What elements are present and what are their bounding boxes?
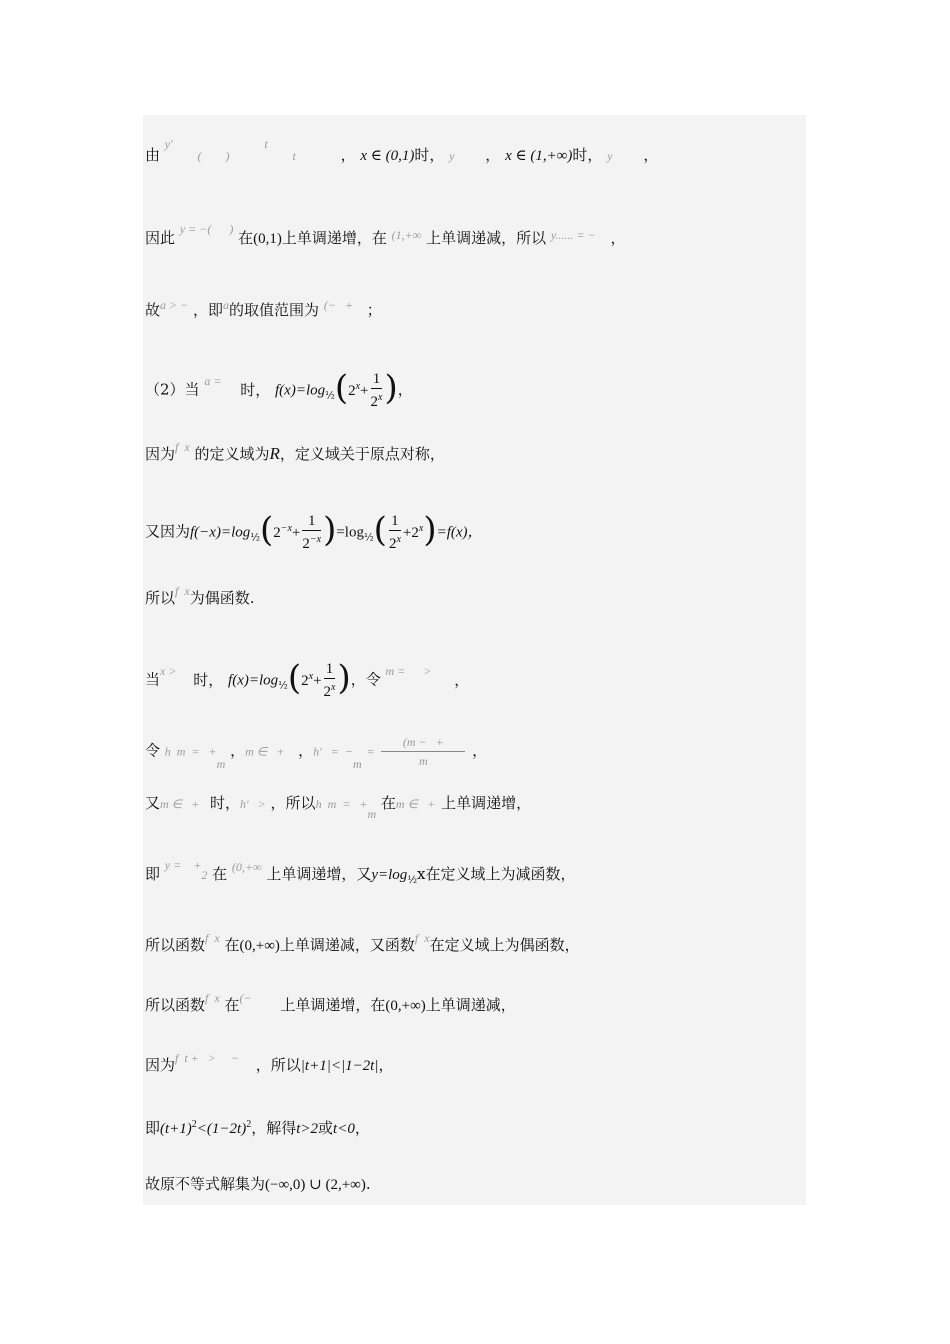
math-symbol: R (269, 444, 280, 463)
text: 即 (145, 865, 161, 883)
line-9: 令 h $m = +_m$ ，m ∈ + ，$h' = -_m$ = $\frac{(m - +}{m}$ ， (145, 735, 488, 771)
text: ， (354, 1119, 370, 1137)
line-11: 即 $^{y = +}$2 在 $^{(0,+\infty}$ 上单调递增，又$y=\log_{\frac{1}{2}}x$在定义域上为减函数， (145, 858, 576, 886)
math-function: f(x)=log (228, 672, 279, 689)
text: ，所以 (255, 1056, 301, 1074)
line-6: 又因为$f(-x)=\log_{\frac{1}{2}}(2^{-x}+$ $\frac{1}{2^{-x}}$ )$=\log_{\frac{1}{2}}$( $\frac{1}{2^x}$ $+2^x)=f(x)$， (145, 509, 483, 552)
math-inequality: |t+1|<|1−2t| (300, 1058, 379, 1074)
line-8: 当$^{x >}$ 时， $f(x)=\log_{\frac{1}{2}}(2^x+$ $\frac{1}{2^x}$ )，令 $^{m = >}$ ， (145, 657, 470, 700)
math-interval: (0,+∞) (385, 998, 426, 1014)
text: 的取值范围为 (229, 301, 320, 319)
text: ， (378, 1056, 394, 1074)
text: 所以函数 (145, 996, 206, 1014)
math-inequality: t<0 (333, 1121, 355, 1137)
text: ，即 (193, 301, 224, 319)
text: 因为 (145, 1056, 176, 1074)
text: 由 (145, 146, 161, 164)
text: 故原不等式解集为 (145, 1175, 266, 1193)
line-16 (145, 1174, 371, 1195)
text: 时， (414, 146, 445, 164)
line-2: 因此 $^{y = -( )}$ 在(0,1)上单调递增，在 $^{(1,+\infty}$ 上单调递减，所以 $^{y...... = -}$ ， (145, 222, 626, 247)
text: 所以函数 (145, 936, 206, 954)
math-solution-set: (−∞,0) ∪ (2,+∞) (265, 1177, 366, 1193)
text: 为偶函数. (189, 589, 255, 607)
text: 所以 (145, 589, 176, 607)
text: 即 (145, 1119, 161, 1137)
math-interval: (0,1) (253, 231, 282, 247)
text: 上单调递增，在 (281, 229, 387, 247)
text: ， (397, 380, 413, 399)
text: 时， (193, 670, 224, 689)
text: 令 (145, 741, 161, 760)
text: 上单调递减， (425, 996, 516, 1014)
line-4: （2）当 $^{a =}$ 时， $f(x)=\log_{\frac{1}{2}}(2^x+$ $\frac{1}{2^x}$ )， (145, 367, 413, 410)
math-interval: (0,+∞) (239, 938, 280, 954)
math-interval: x ∈ (1,+∞) (505, 148, 573, 164)
text: 上单调递增，又 (266, 865, 372, 883)
math-interval: x ∈ (0,1) (360, 148, 415, 164)
line-5: 因为$^{f x}$ 的定义域为R，定义域关于原点对称， (145, 440, 445, 463)
text: （2）当 (145, 380, 200, 399)
text: 因为 (145, 445, 176, 463)
text: 在 (238, 229, 254, 247)
text: x在定义域上为减函数， (417, 865, 576, 883)
text: ，解得 (251, 1119, 297, 1137)
text: 时， (572, 146, 603, 164)
text: 在 (212, 865, 228, 883)
text: 上单调递增，在 (280, 996, 386, 1014)
math-function: y=log (371, 867, 408, 883)
math-expr: <(1−2t) (196, 1121, 247, 1137)
text: 在 (380, 794, 396, 812)
text: 的定义域为 (194, 445, 270, 463)
line-1: 由 $^{y'}$ ( ) $^t$ t ， x ∈ (0,1)时， y ， x ∈ (1,+∞)时， y ， (145, 137, 659, 164)
line-15: 即$(t+1)^2<(1-2t)^2$，解得t>2或t<0， (145, 1119, 370, 1137)
math-function: f(x)=log (275, 382, 326, 399)
text: 时， (240, 380, 271, 399)
text: 在 (224, 996, 240, 1014)
text: . (365, 1175, 371, 1193)
text: ，令 (350, 670, 381, 689)
text: ，定义域关于原点对称， (279, 445, 445, 463)
line-13: 所以函数$^{f x}$ 在(− 上单调递增，在(0,+∞)上单调递减， (145, 991, 516, 1014)
text: 时， (210, 794, 241, 812)
text: 当 (145, 670, 161, 689)
math-text: =f(x)， (436, 524, 483, 541)
text: 在定义域上为偶函数， (429, 936, 580, 954)
line-7: 所以$^{f x}$为偶函数. (145, 584, 255, 607)
math-expr: (t+1) (160, 1121, 192, 1137)
text: 在 (224, 936, 240, 954)
line-12: 所以函数$^{f x}$ 在(0,+∞)上单调递减，又函数$^{f x}$在定义域上为偶函数， (145, 931, 580, 954)
line-10: 又m ∈ + 时，h′ > ，所以h $m = +_m$ 在m ∈ + 上单调递增， (145, 794, 532, 821)
text: 上单调递减，又函数 (279, 936, 415, 954)
line-3: 故$^{a > -}$ ，即$^a$的取值范围为 (− + ； (145, 298, 382, 319)
math-inequality: t>2 (296, 1121, 319, 1137)
text: 故 (145, 301, 161, 319)
math-function: f(−x)=log (190, 524, 251, 541)
text: 又 (145, 794, 161, 812)
text: 因此 (145, 229, 176, 247)
text: 上单调递减，所以 (426, 229, 547, 247)
text: ，所以 (270, 794, 316, 812)
text: 又因为 (145, 522, 191, 541)
line-14: 因为$^{f t + > -}$ ，所以|t+1|<|1−2t|， (145, 1051, 394, 1074)
text: 或 (318, 1119, 334, 1137)
text: 上单调递增， (441, 794, 532, 812)
